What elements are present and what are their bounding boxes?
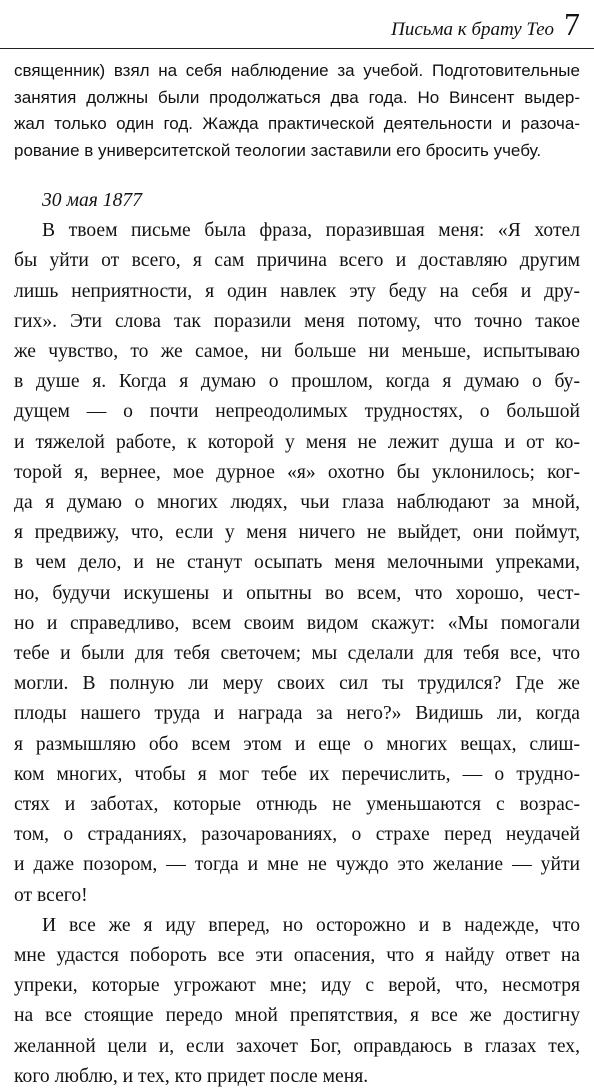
header-rule — [0, 48, 594, 49]
letter-date: 30 мая 1877 — [42, 190, 142, 211]
text-line: и даже позором, — тогда и мне не чуждо это желание — уйти — [14, 854, 580, 876]
text-line: тебе и были для тебя светочем; мы сделали для тебя все, что — [14, 643, 580, 665]
preface-line: священник) взял на себя наблюдение за учебой. Подготовительные — [14, 61, 580, 80]
editorial-preface — [14, 58, 580, 164]
running-head — [391, 4, 580, 44]
text-line: же чувство, то же самое, ни больше ни меньше, испытываю — [14, 341, 580, 363]
text-line: я предвижу, что, если у меня ничего не выйдет, они поймут, — [14, 522, 580, 544]
text-line: торой я, вернее, мое дурное «я» охотно бы уклонилось; ког- — [14, 461, 580, 483]
text-line: бы уйти от всего, я сам причина всего и доставляю другим — [14, 250, 580, 272]
text-line: я размышляю обо всем этом и еще о многих вещах, слиш- — [14, 733, 580, 755]
preface-line: занятия должны были продолжаться два года. Но Винсент выдер- — [14, 87, 580, 107]
letter-paragraph-1 — [14, 216, 580, 911]
text-line: в душе я. Когда я думаю о прошлом, когда я думаю о бу- — [14, 371, 580, 393]
page-number: 7 — [564, 6, 580, 42]
text-line: ком многих, чтобы я мог тебе их перечислить, — о трудно- — [14, 763, 580, 785]
text-line: упреки, которые угрожают мне; иду с верой, что, несмотря — [14, 975, 580, 997]
text-line: стях и заботах, которые отнюдь не уменьшаются с возрас- — [14, 794, 580, 816]
text-line: дущем — о почти непреодолимых трудностях, о большой — [14, 401, 580, 423]
text-line: лишь неприятности, я один навлек эту беду на себя и дру- — [14, 280, 580, 302]
letter-paragraph-2 — [14, 911, 580, 1092]
text-line: да я думаю о многих людях, чьи глаза наблюдают за мной, — [14, 492, 580, 514]
text-line: могли. В полную ли меру своих сил ты трудился? Где же — [14, 673, 580, 695]
text-line: на все стоящие передо мной препятствия, я все же достигну — [14, 1005, 580, 1027]
letter-body — [14, 186, 580, 1092]
text-line: И все же я иду вперед, но осторожно и в надежде, что — [42, 914, 580, 936]
text-line: в чем дело, и не станут осыпать меня мелочными упреками, — [14, 552, 580, 574]
text-line: гих». Эти слова так поразили меня потому, что точно такое — [14, 310, 580, 332]
text-line: кого люблю, и тех, кто придет после меня. — [14, 1065, 369, 1087]
text-line: но и справедливо, всем своим видом скажут: «Мы помогали — [14, 612, 580, 634]
text-line: мне удастся побороть все эти опасения, что я найду ответ на — [14, 945, 580, 967]
text-line: В твоем письме была фраза, поразившая меня: «Я хотел — [42, 220, 580, 242]
text-line: желанной цели и, если захочет Бог, оправдаюсь в глазах тех, — [14, 1035, 580, 1057]
text-line: том, о страданиях, разочарованиях, о страхе перед неудачей — [14, 824, 580, 846]
text-line: плоды нашего труда и награда за него?» Видишь ли, когда — [14, 703, 580, 725]
text-line: от всего! — [14, 884, 88, 906]
preface-line: рование в университетской теологии заставили его бросить учебу. — [14, 140, 542, 160]
preface-line: жал только один год. Жажда практической деятельности и разоча- — [14, 114, 580, 133]
text-line: и тяжелой работе, к которой у меня не лежит душа и от ко- — [14, 431, 580, 453]
text-line: но, будучи искушены и опытны во всем, что хорошо, чест- — [14, 582, 580, 604]
running-title: Письма к брату Тео — [391, 19, 554, 40]
